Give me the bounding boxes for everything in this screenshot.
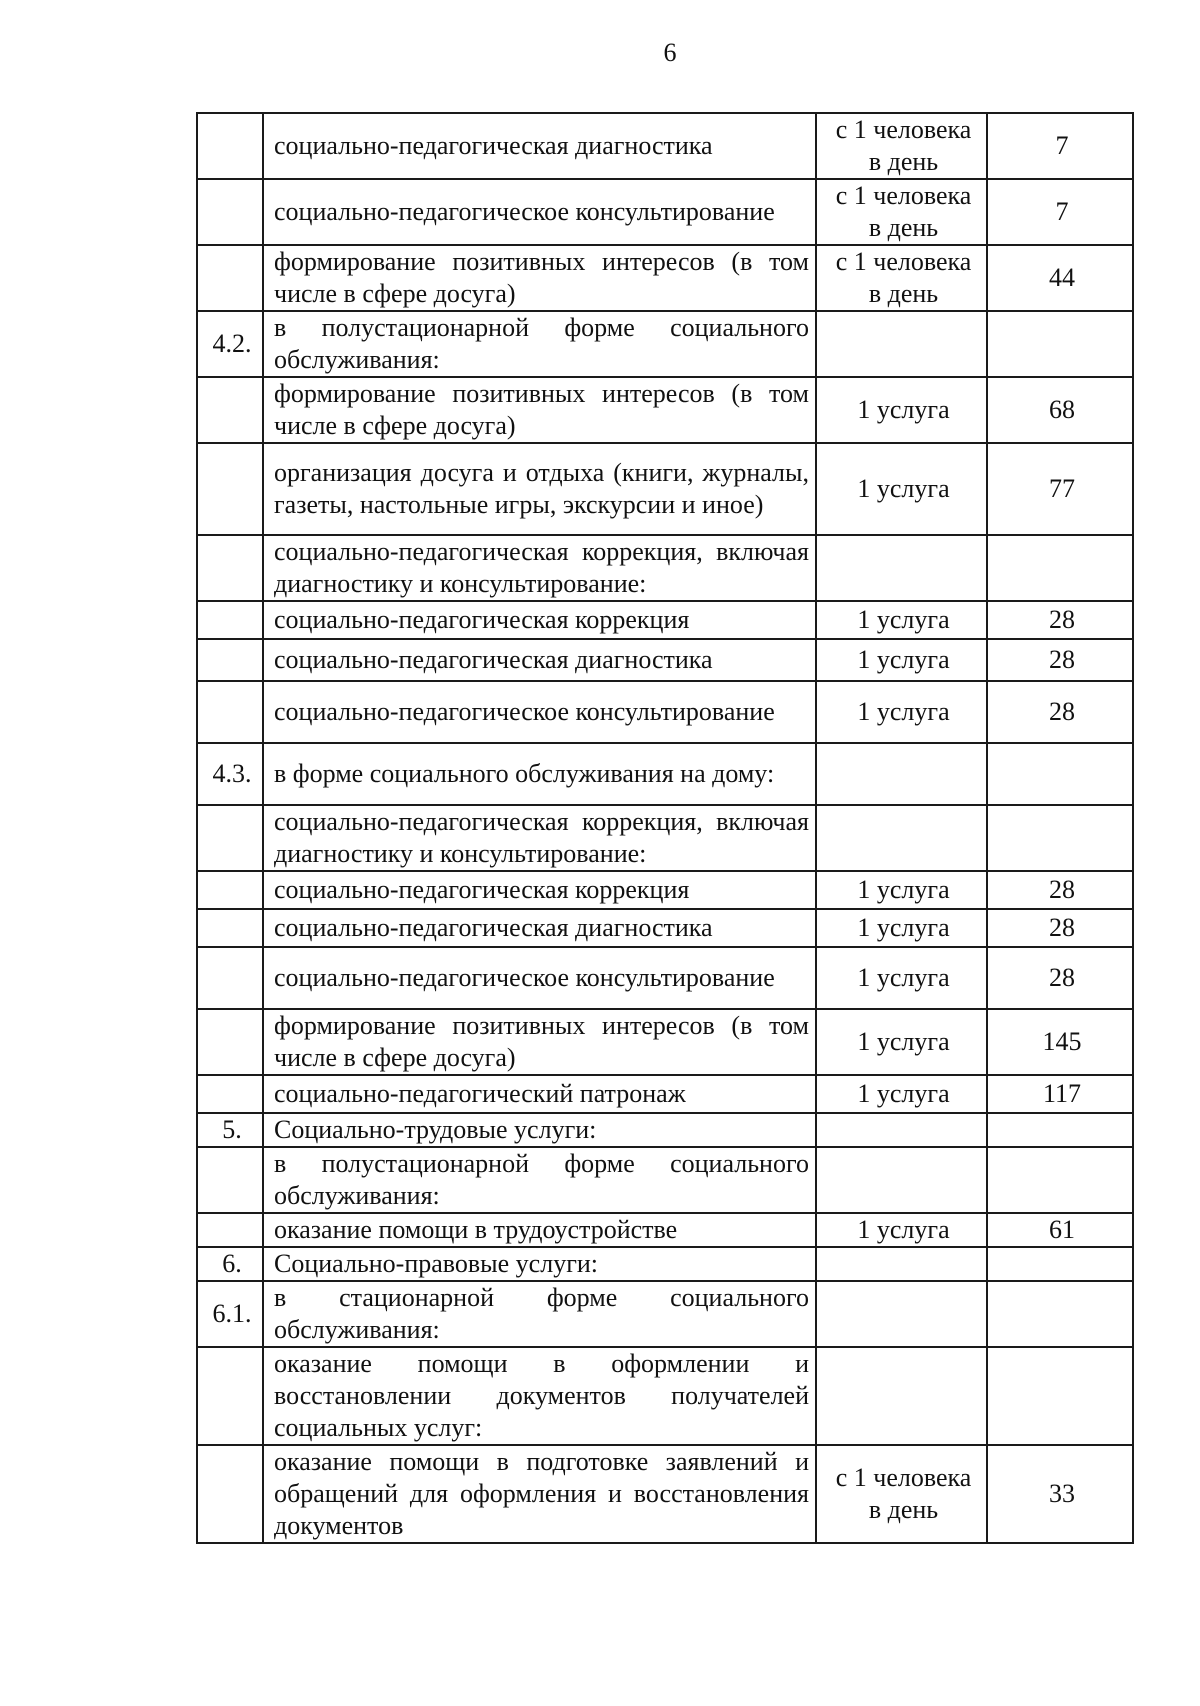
row-number (197, 179, 263, 245)
table-row (197, 743, 1133, 805)
row-number (197, 1347, 263, 1445)
service-name: в форме социального обслуживания на дому: (263, 743, 816, 805)
unit-of-measure: 1 услуга (816, 909, 987, 947)
tariff-value (987, 1281, 1133, 1347)
row-number (197, 245, 263, 311)
unit-of-measure: с 1 человека в день (816, 245, 987, 311)
service-name: оказание помощи в подготовке заявлений и обращений для оформления и восстановления документов (263, 1445, 816, 1543)
service-name: социально-педагогическая диагностика (263, 639, 816, 681)
service-name: социально-педагогическая коррекция, включая диагностику и консультирование: (263, 535, 816, 601)
service-name: социально-педагогическая коррекция, включая диагностику и консультирование: (263, 805, 816, 871)
table-row (197, 377, 1133, 443)
service-name: оказание помощи в трудоустройстве (263, 1213, 816, 1247)
tariff-value: 7 (987, 113, 1133, 179)
table-row (197, 179, 1133, 245)
tariff-value: 28 (987, 639, 1133, 681)
tariff-value (987, 1113, 1133, 1147)
row-number: 5. (197, 1113, 263, 1147)
tariff-value: 61 (987, 1213, 1133, 1247)
service-name: в полустационарной форме социального обслуживания: (263, 1147, 816, 1213)
row-number (197, 1147, 263, 1213)
table-row (197, 113, 1133, 179)
service-name: Социально-трудовые услуги: (263, 1113, 816, 1147)
tariff-value: 7 (987, 179, 1133, 245)
service-name: организация досуга и отдыха (книги, журналы, газеты, настольные игры, экскурсии и иное) (263, 443, 816, 535)
service-name: социально-педагогическое консультирование (263, 179, 816, 245)
row-number (197, 113, 263, 179)
row-number: 4.2. (197, 311, 263, 377)
table-row (197, 1281, 1133, 1347)
table-row (197, 1445, 1133, 1543)
tariff-value (987, 743, 1133, 805)
unit-of-measure: 1 услуга (816, 947, 987, 1009)
table-row (197, 1247, 1133, 1281)
table-row (197, 601, 1133, 639)
unit-of-measure: с 1 человека в день (816, 1445, 987, 1543)
table-row (197, 639, 1133, 681)
unit-of-measure: 1 услуга (816, 601, 987, 639)
service-name: оказание помощи в оформлении и восстановлении документов получателей социальных услуг: (263, 1347, 816, 1445)
unit-of-measure (816, 1347, 987, 1445)
unit-of-measure (816, 1247, 987, 1281)
tariff-value: 44 (987, 245, 1133, 311)
tariff-value: 77 (987, 443, 1133, 535)
service-name: социально-педагогическое консультирование (263, 681, 816, 743)
table-row (197, 909, 1133, 947)
table-row (197, 245, 1133, 311)
unit-of-measure: 1 услуга (816, 1075, 987, 1113)
tariff-value: 28 (987, 909, 1133, 947)
service-name: Социально-правовые услуги: (263, 1247, 816, 1281)
tariff-value (987, 1347, 1133, 1445)
table-body (197, 113, 1133, 1543)
table-row (197, 1009, 1133, 1075)
row-number (197, 1213, 263, 1247)
services-table (196, 112, 1134, 1544)
unit-of-measure: 1 услуга (816, 639, 987, 681)
table-row (197, 947, 1133, 1009)
row-number (197, 639, 263, 681)
unit-of-measure: 1 услуга (816, 681, 987, 743)
row-number (197, 601, 263, 639)
unit-of-measure: 1 услуга (816, 443, 987, 535)
unit-of-measure: с 1 человека в день (816, 113, 987, 179)
unit-of-measure: 1 услуга (816, 377, 987, 443)
table-row (197, 805, 1133, 871)
table-row (197, 1147, 1133, 1213)
row-number (197, 1075, 263, 1113)
unit-of-measure: 1 услуга (816, 1213, 987, 1247)
row-number: 4.3. (197, 743, 263, 805)
table-row (197, 871, 1133, 909)
tariff-value: 28 (987, 871, 1133, 909)
service-name: социально-педагогическая диагностика (263, 909, 816, 947)
tariff-value: 68 (987, 377, 1133, 443)
row-number: 6. (197, 1247, 263, 1281)
row-number (197, 871, 263, 909)
tariff-value: 117 (987, 1075, 1133, 1113)
unit-of-measure (816, 535, 987, 601)
unit-of-measure (816, 743, 987, 805)
row-number (197, 1445, 263, 1543)
row-number (197, 681, 263, 743)
tariff-value (987, 311, 1133, 377)
row-number (197, 947, 263, 1009)
tariff-value: 28 (987, 947, 1133, 1009)
tariff-value (987, 1147, 1133, 1213)
service-name: в стационарной форме социального обслуживания: (263, 1281, 816, 1347)
table-row (197, 535, 1133, 601)
unit-of-measure: 1 услуга (816, 871, 987, 909)
tariff-value: 28 (987, 601, 1133, 639)
service-name: социально-педагогическая коррекция (263, 871, 816, 909)
row-number: 6.1. (197, 1281, 263, 1347)
tariff-value (987, 1247, 1133, 1281)
service-name: социально-педагогическое консультирование (263, 947, 816, 1009)
service-name: формирование позитивных интересов (в том числе в сфере досуга) (263, 1009, 816, 1075)
row-number (197, 443, 263, 535)
row-number (197, 909, 263, 947)
table-row (197, 1213, 1133, 1247)
tariff-value: 145 (987, 1009, 1133, 1075)
row-number (197, 535, 263, 601)
unit-of-measure (816, 1113, 987, 1147)
service-name: формирование позитивных интересов (в том числе в сфере досуга) (263, 377, 816, 443)
unit-of-measure (816, 805, 987, 871)
table-row (197, 311, 1133, 377)
row-number (197, 1009, 263, 1075)
table-row (197, 443, 1133, 535)
table-row (197, 1347, 1133, 1445)
table-row (197, 681, 1133, 743)
service-name: формирование позитивных интересов (в том числе в сфере досуга) (263, 245, 816, 311)
tariff-value: 33 (987, 1445, 1133, 1543)
unit-of-measure: с 1 человека в день (816, 179, 987, 245)
unit-of-measure (816, 1147, 987, 1213)
service-name: в полустационарной форме социального обслуживания: (263, 311, 816, 377)
tariff-value: 28 (987, 681, 1133, 743)
row-number (197, 377, 263, 443)
page-number: 6 (663, 38, 677, 67)
service-name: социально-педагогическая диагностика (263, 113, 816, 179)
service-name: социально-педагогический патронаж (263, 1075, 816, 1113)
tariff-value (987, 805, 1133, 871)
service-name: социально-педагогическая коррекция (263, 601, 816, 639)
unit-of-measure (816, 1281, 987, 1347)
unit-of-measure (816, 311, 987, 377)
tariff-value (987, 535, 1133, 601)
row-number (197, 805, 263, 871)
unit-of-measure: 1 услуга (816, 1009, 987, 1075)
table-row (197, 1075, 1133, 1113)
table-row (197, 1113, 1133, 1147)
